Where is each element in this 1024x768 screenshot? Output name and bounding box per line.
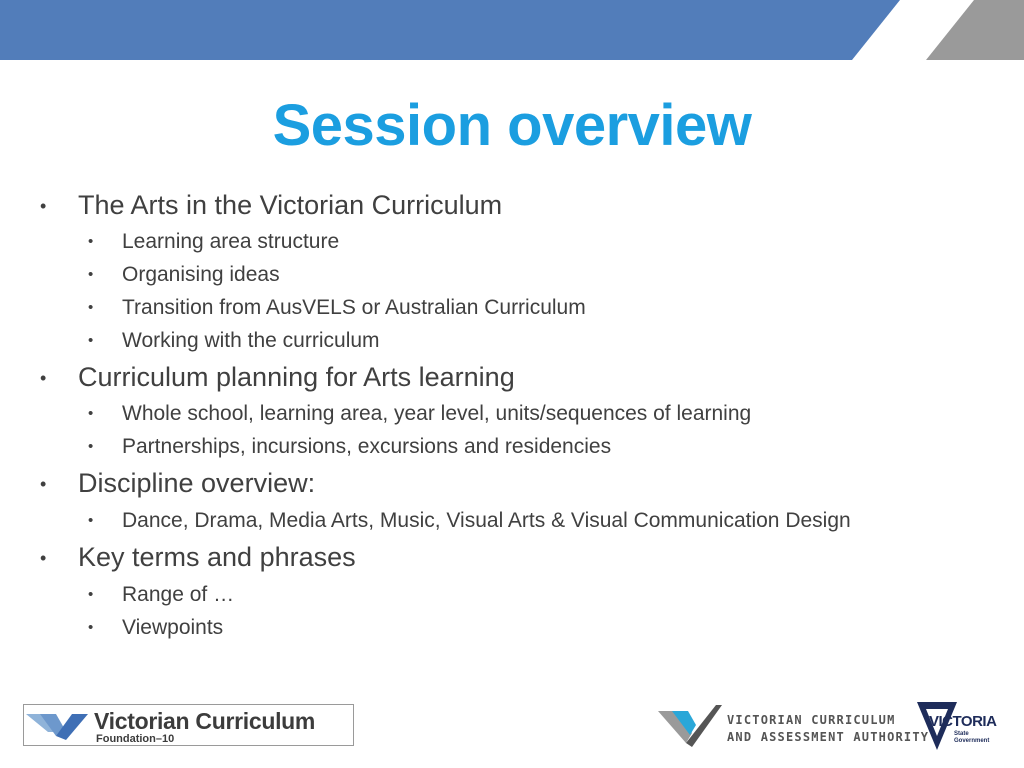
bullet-text: Discipline overview:	[78, 468, 316, 498]
victoria-state-government-logo	[917, 700, 1003, 752]
sub-bullet-dot: •	[88, 233, 94, 250]
vcaa-name-line1: VICTORIAN CURRICULUM	[727, 713, 896, 727]
vc-chevron-icon	[26, 710, 90, 740]
sub-bullet-text: Partnerships, incursions, excursions and residencies	[122, 435, 612, 458]
victoria-state-line2: Government	[954, 738, 990, 744]
vcaa-chevron-icon	[658, 703, 722, 747]
sub-bullet-text: Whole school, learning area, year level, units/sequences of learning	[122, 402, 752, 425]
sub-bullet-dot: •	[88, 405, 94, 422]
vcaa-name-line2: AND ASSESSMENT AUTHORITY	[727, 730, 930, 744]
vc-logo-subtitle: Foundation–10	[96, 733, 175, 745]
bullet-dot: •	[40, 196, 47, 216]
sub-bullet-dot: •	[88, 332, 94, 349]
bullet-text: Curriculum planning for Arts learning	[78, 362, 515, 392]
sub-bullet-dot: •	[88, 586, 94, 603]
sub-bullet-dot: •	[88, 438, 94, 455]
sub-bullet-text: Working with the curriculum	[122, 329, 380, 352]
bullet-text: Key terms and phrases	[78, 542, 356, 572]
sub-bullet-dot: •	[88, 266, 94, 283]
sub-bullet-text: Range of …	[122, 583, 235, 606]
bullet-dot: •	[40, 548, 47, 568]
slide-title: Session overview	[272, 93, 752, 158]
vc-logo-name: Victorian Curriculum	[94, 708, 316, 734]
sub-bullet-text: Viewpoints	[122, 616, 224, 639]
bullet-text: The Arts in the Victorian Curriculum	[78, 190, 503, 220]
sub-bullet-text: Transition from AusVELS or Australian Curriculum	[122, 296, 586, 319]
top-banner	[0, 0, 1024, 60]
victoria-state-label	[954, 731, 989, 745]
sub-bullet-text: Organising ideas	[122, 263, 280, 286]
victorian-curriculum-logo	[23, 704, 354, 746]
sub-bullet-text: Learning area structure	[122, 230, 340, 253]
bullet-dot: •	[40, 368, 47, 388]
sub-bullet-text: Dance, Drama, Media Arts, Music, Visual Arts & Visual Communication Design	[122, 509, 851, 532]
victoria-state-line1: State	[954, 731, 969, 737]
vcaa-logo	[658, 703, 930, 747]
bullet-dot: •	[40, 474, 47, 494]
sub-bullet-dot: •	[88, 512, 94, 529]
victoria-wordmark: VICTORIA	[929, 713, 997, 730]
sub-bullet-dot: •	[88, 619, 94, 636]
sub-bullet-dot: •	[88, 299, 94, 316]
